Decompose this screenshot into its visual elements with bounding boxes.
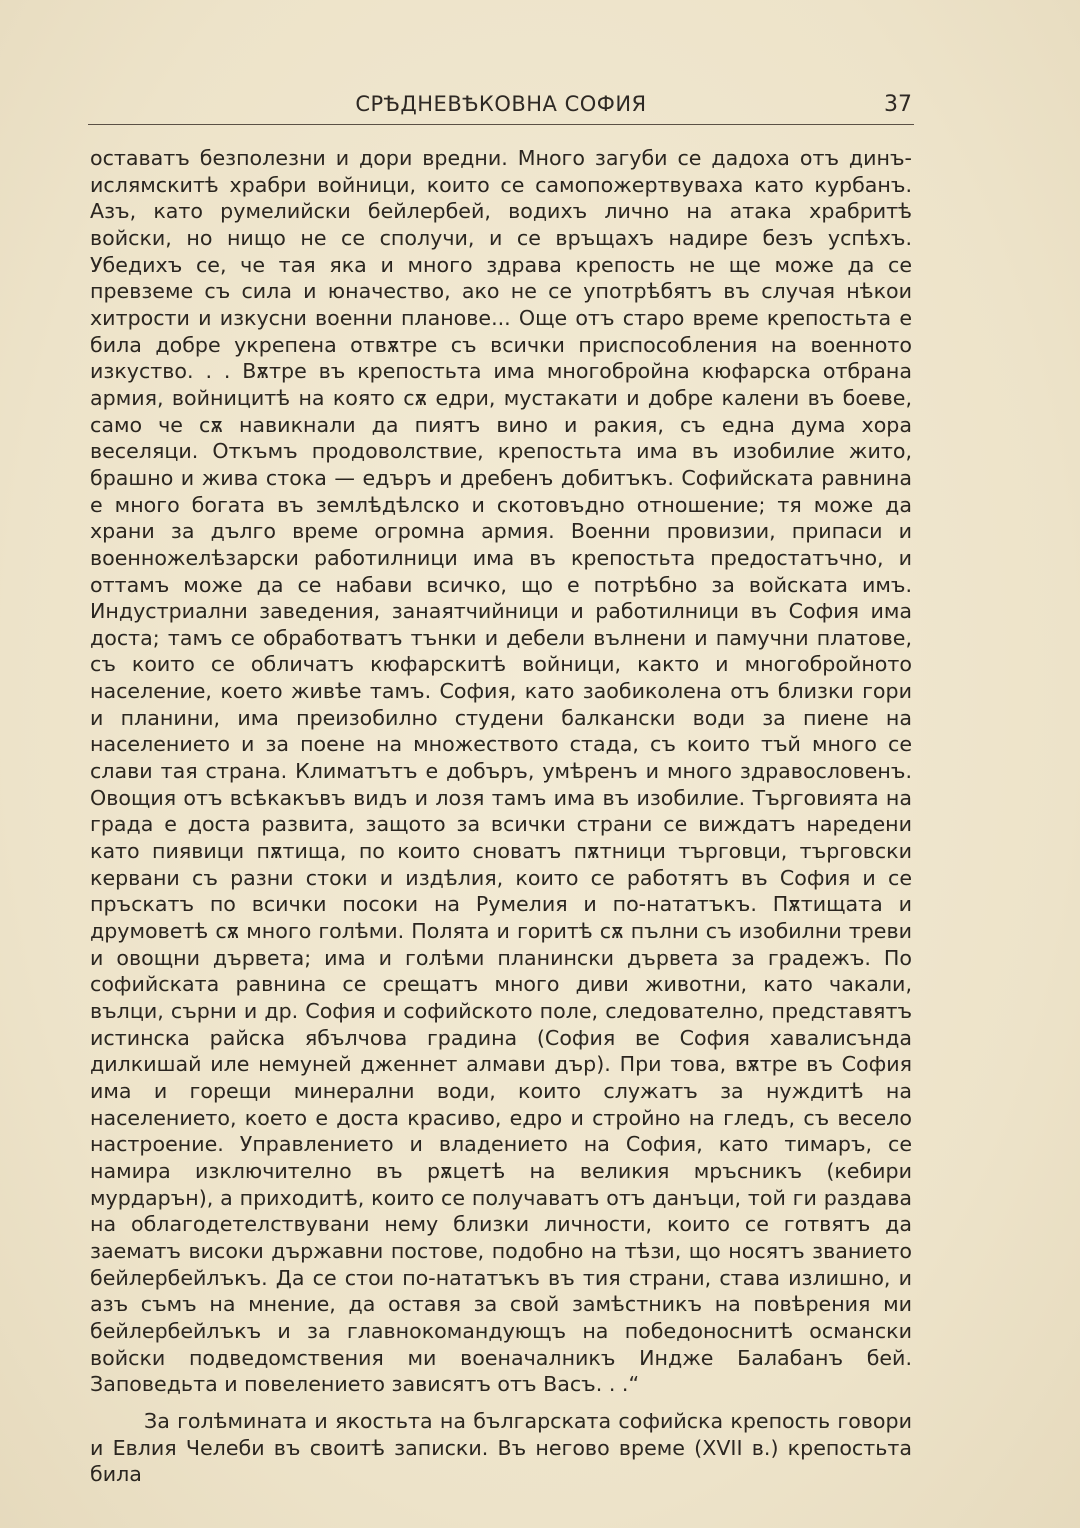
- paragraph-1: оставатъ безполезни и дори вредни. Много загуби се дадоха отъ динъ-ислямскитѣ храбри войници, които се самопожертвуваха като курбанъ. Азъ, като румелийски бейлербей, водихъ лично на атака храбритѣ войски, но нищо не се сполучи, и се връщахъ надире безъ успѣхъ. Убедихъ се, че тая яка и много здрава крепость не ще може да се превземе съ сила и юначество, ако не се употрѣбятъ въ случая нѣкои хитрости и изкусни военни планове... Още отъ старо време крепостьта е била добре укрепена отвѫтре съ всички приспособления на военното изкуство. . . Вѫтре въ крепостьта има многобройна кюфарска отбрана армия, войницитѣ на която сѫ едри, мустакати и добре калени въ боеве, само че сѫ навикнали да пиятъ вино и ракия, съ една дума хора веселяци. Откъмъ продоволствие, крепостьта има въ изобилие жито, брашно и жива стока — едъръ и дребенъ добитъкъ. Софийската равнина е много богата въ землѣдѣлско и скотовъдно отношение; тя може да храни за дълго време огромна армия. Военни провизии, припаси и военножелѣзарски работилници има въ крепостьта предостатъчно, и оттамъ може да се набави всичко, що е потрѣбно за войската имъ. Индустриални заведения, занаятчийници и работилници въ София има доста; тамъ се обработватъ тънки и дебели вълнени и памучни платове, съ които се обличатъ кюфарскитѣ войници, както и многобройното население, което живѣе тамъ. София, като заобиколена отъ близки гори и планини, има преизобилно студени балкански води за пиене на населението и за поене на множеството стада, съ които тъй много се слави тая страна. Климатътъ е добъръ, умѣренъ и много здравословенъ. Овощия отъ всѣкакъвъ видъ и лозя тамъ има въ изобилие. Търговията на града е доста развита, защото за всички страни се виждатъ наредени като пиявици пѫтища, по които сноватъ пѫтници търговци, търговски кервани съ разни стоки и издѣлия, които се работятъ въ София и се пръскатъ по всички посоки на Румелия и по-нататъкъ. Пѫтищата и друмоветѣ сѫ много голѣми. Полята и горитѣ сѫ пълни съ изобилни треви и овощни дървета; има и голѣми планински дървета за градежъ. По софийската равнина се срещатъ много диви животни, като чакали, вълци, сърни и др. София и софийското поле, следователно, представятъ истинска райска ябълчова градина (София ве София хавалисънда дилкишай иле немуней дженнет алмави дър). При това, вѫтре въ София има и горещи минерални води, които служатъ за нуждитѣ на населението, което е доста красиво, едро и стройно на гледъ, съ весело настроение. Управлението и владението на София, като тимаръ, се намира изключително въ рѫцетѣ на великия мръсникъ (кебири мурдарън), а приходитѣ, които се получаватъ отъ данъци, той ги раздава на облагодетелствувани нему близки личности, които се готвятъ да заематъ високи държавни постове, подобно на тѣзи, що носятъ званието бейлербейлъкъ. Да се стои по-нататъкъ въ тия страни, става излишно, и азъ съмъ на мнение, да оставя за свой замѣстникъ на повѣрения ми бейлербейлъкъ и за главнокомандующъ на победоноснитѣ османски войски подведомствения ми военачалникъ Индже Балабанъ бей. Заповедьта и повелението зависятъ отъ Васъ. . .“: [90, 146, 912, 1397]
- page-number: 37: [884, 92, 912, 117]
- paragraph-2: За голѣмината и якостьта на българската софийска крепость говори и Евлия Челеби въ своитѣ записки. Въ негово време (XVII в.) крепостьта била: [90, 1408, 912, 1487]
- running-title: СРѢДНЕВѢКОВНА СОФИЯ: [355, 92, 647, 116]
- body-text: [90, 145, 912, 1488]
- page-header: [88, 90, 914, 125]
